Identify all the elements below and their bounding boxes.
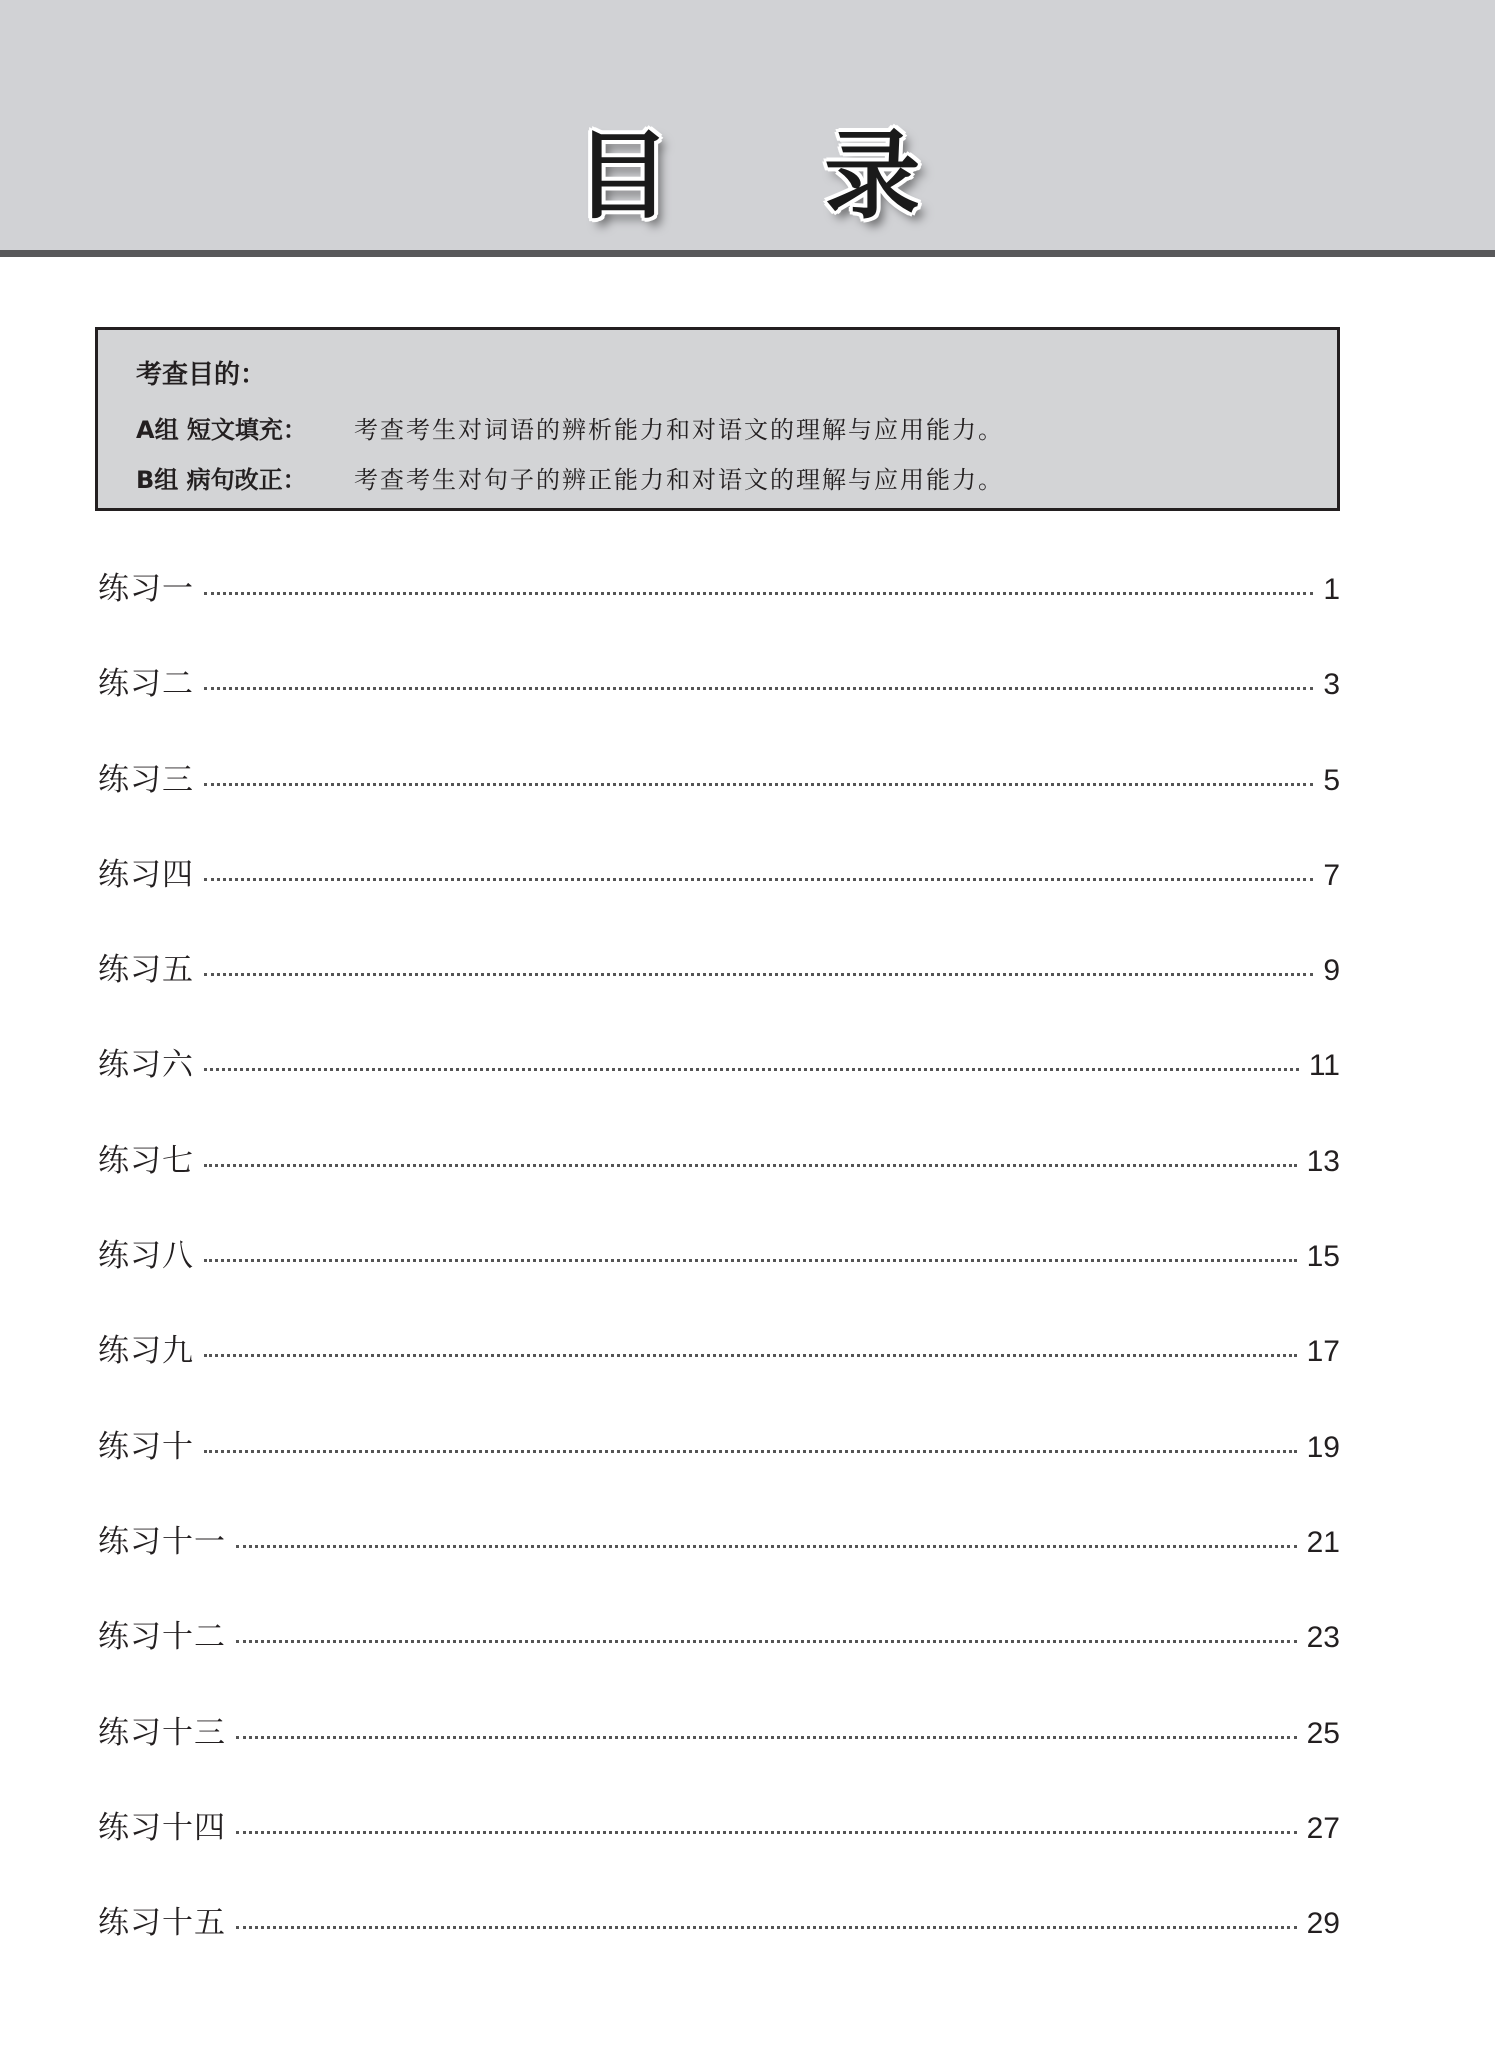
toc-entry-page: 23 [1306, 1621, 1340, 1655]
dot-leader [236, 1545, 1297, 1548]
toc-entry-label: 练习十一 [98, 1523, 226, 1560]
dot-leader [236, 1640, 1297, 1643]
toc-entry[interactable] [98, 1516, 1340, 1611]
toc-entry-label: 练习十五 [98, 1905, 226, 1942]
toc-entry-label: 练习八 [98, 1238, 194, 1275]
toc-entry-label: 练习七 [98, 1142, 194, 1179]
purpose-desc: 考查考生对词语的辨析能力和对语文的理解与应用能力。 [354, 416, 1004, 444]
purpose-label: A组 短文填充： [136, 416, 307, 444]
dot-leader [204, 1164, 1297, 1167]
table-of-contents [98, 563, 1340, 1992]
toc-entry[interactable] [98, 1325, 1340, 1420]
toc-entry-page: 25 [1306, 1716, 1340, 1750]
dot-leader [204, 878, 1313, 881]
toc-entry-label: 练习一 [98, 571, 194, 607]
toc-entry-page: 13 [1306, 1144, 1340, 1178]
toc-entry-label: 练习四 [98, 856, 194, 893]
toc-entry[interactable] [98, 754, 1340, 849]
toc-entry-page: 7 [1323, 858, 1340, 892]
toc-entry-page: 3 [1323, 668, 1340, 702]
toc-entry[interactable] [98, 658, 1340, 753]
toc-entry[interactable] [98, 1230, 1340, 1325]
purpose-row-a [136, 410, 1004, 445]
toc-entry-label: 练习九 [98, 1333, 194, 1370]
toc-entry[interactable] [98, 1135, 1340, 1230]
toc-entry-label: 练习十二 [98, 1619, 226, 1656]
dot-leader [204, 783, 1313, 786]
dot-leader [204, 973, 1313, 976]
dot-leader [204, 1259, 1297, 1262]
toc-entry-label: 练习六 [98, 1047, 194, 1084]
dot-leader [204, 1450, 1297, 1453]
dot-leader [236, 1736, 1297, 1739]
dot-leader [236, 1831, 1297, 1834]
toc-entry[interactable] [98, 944, 1340, 1039]
dot-leader [204, 1354, 1297, 1357]
header-divider [0, 250, 1495, 257]
purpose-row-b [136, 460, 1004, 495]
toc-entry[interactable] [98, 1802, 1340, 1897]
toc-entry-label: 练习二 [98, 666, 194, 703]
page-title: 目 录 [574, 119, 981, 232]
purpose-desc: 考查考生对句子的辨正能力和对语文的理解与应用能力。 [354, 466, 1004, 494]
toc-entry-page: 27 [1306, 1811, 1340, 1845]
toc-entry-page: 11 [1308, 1049, 1340, 1083]
toc-entry[interactable] [98, 563, 1340, 658]
toc-entry[interactable] [98, 1707, 1340, 1802]
toc-entry-page: 21 [1306, 1525, 1340, 1559]
toc-entry-page: 19 [1306, 1430, 1340, 1464]
toc-entry-label: 练习十四 [98, 1809, 226, 1846]
toc-entry[interactable] [98, 1611, 1340, 1706]
toc-entry-page: 1 [1323, 573, 1340, 606]
toc-entry[interactable] [98, 1897, 1340, 1992]
toc-entry[interactable] [98, 1039, 1340, 1134]
toc-entry-page: 5 [1323, 763, 1340, 797]
toc-entry[interactable] [98, 849, 1340, 944]
dot-leader [204, 687, 1313, 690]
toc-entry-label: 练习五 [98, 952, 194, 989]
toc-entry-page: 9 [1323, 954, 1340, 988]
toc-entry-label: 练习十三 [98, 1714, 226, 1751]
purpose-box [95, 327, 1340, 511]
toc-entry-label: 练习十 [98, 1428, 194, 1465]
toc-entry-page: 17 [1306, 1335, 1340, 1369]
toc-entry[interactable] [98, 1421, 1340, 1516]
dot-leader [236, 1926, 1297, 1929]
purpose-label: B组 病句改正： [136, 466, 307, 494]
dot-leader [204, 592, 1313, 595]
dot-leader [204, 1068, 1299, 1071]
toc-entry-page: 15 [1306, 1240, 1340, 1274]
toc-entry-label: 练习三 [98, 761, 194, 798]
toc-entry-page: 29 [1306, 1907, 1340, 1941]
purpose-heading: 考查目的： [136, 360, 267, 390]
